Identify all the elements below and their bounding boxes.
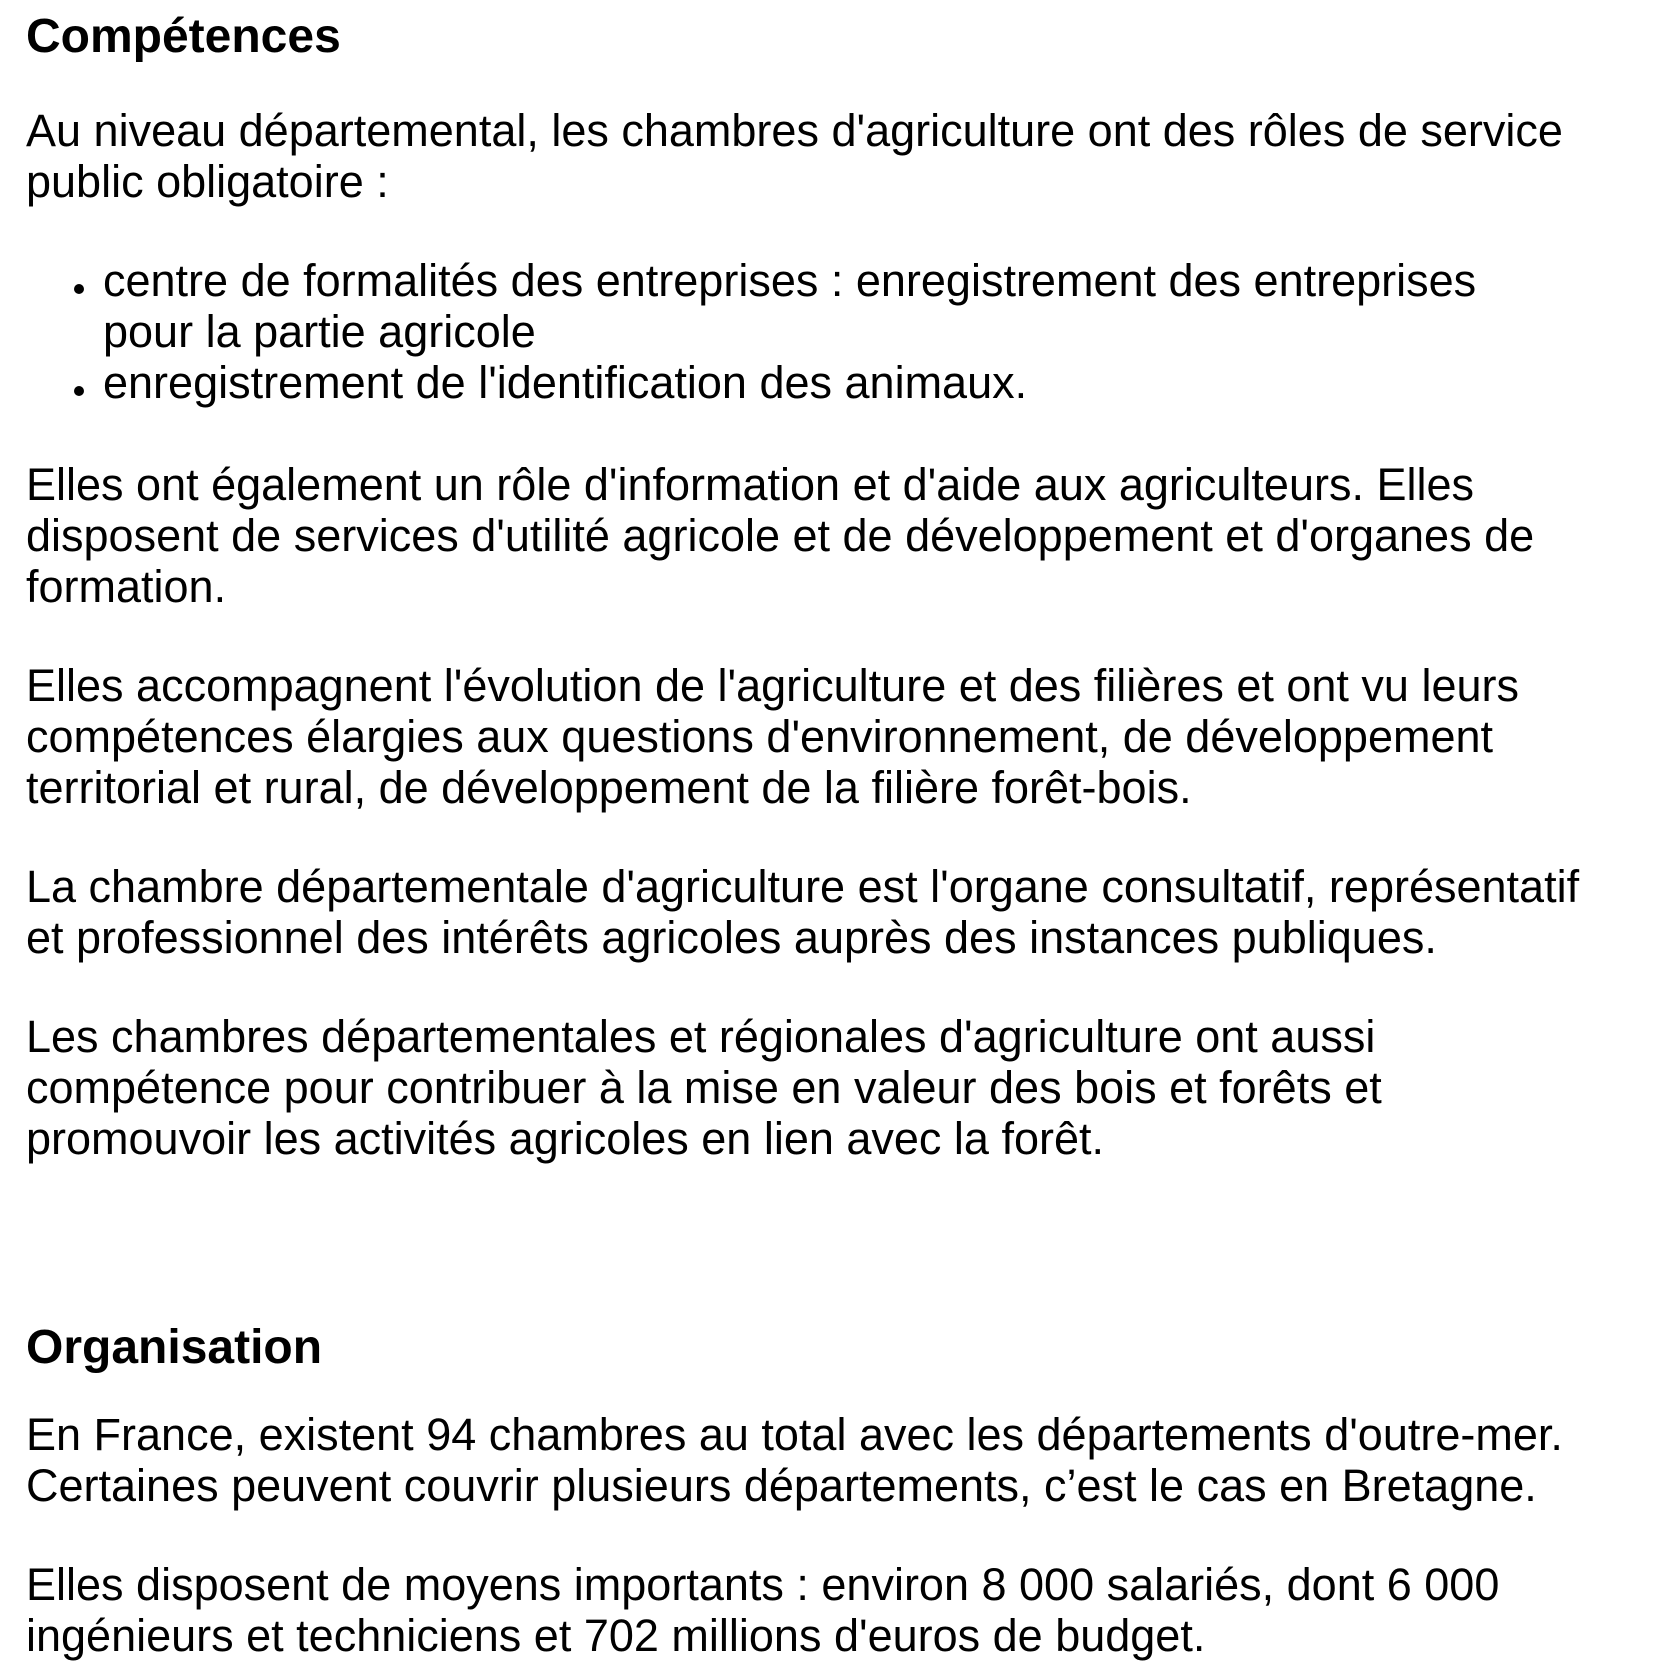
paragraph-line: compétence pour contribuer à la mise en valeur des bois et forêts et	[26, 1062, 1382, 1113]
paragraph-line: ingénieurs et techniciens et 702 millions d'euros de budget.	[26, 1610, 1206, 1661]
paragraph	[26, 861, 1637, 963]
paragraph-line: territorial et rural, de développement de la filière forêt-bois.	[26, 762, 1192, 813]
paragraph-line: et professionnel des intérêts agricoles auprès des instances publiques.	[26, 912, 1437, 963]
paragraph	[26, 1409, 1637, 1511]
paragraph-line: Elles disposent de moyens importants : environ 8 000 salariés, dont 6 000	[26, 1559, 1500, 1610]
paragraph	[26, 660, 1637, 813]
paragraph-line: Elles ont également un rôle d'information et d'aide aux agriculteurs. Elles	[26, 459, 1474, 510]
bullet-list	[26, 255, 1637, 408]
list-item	[26, 255, 1637, 357]
paragraph	[26, 459, 1637, 612]
paragraph-line: Les chambres départementales et régionales d'agriculture ont aussi	[26, 1011, 1376, 1062]
paragraph-line: La chambre départementale d'agriculture est l'organe consultatif, représentatif	[26, 861, 1580, 912]
paragraph-line: disposent de services d'utilité agricole et de développement et d'organes de	[26, 510, 1535, 561]
paragraph-line: formation.	[26, 561, 227, 612]
bullet-icon	[74, 284, 84, 294]
list-item-line: enregistrement de l'identification des animaux.	[103, 357, 1028, 408]
bullet-icon	[74, 386, 84, 396]
section-heading-organisation: Organisation	[26, 1321, 323, 1374]
paragraph-line: En France, existent 94 chambres au total avec les départements d'outre-mer.	[26, 1409, 1563, 1460]
section-heading-competences: Compétences	[26, 10, 341, 63]
paragraph	[26, 1559, 1637, 1661]
list-item-line: centre de formalités des entreprises : enregistrement des entreprises	[103, 255, 1477, 306]
paragraph-line: Au niveau départemental, les chambres d'agriculture ont des rôles de service	[26, 105, 1563, 156]
paragraph	[26, 1011, 1637, 1164]
paragraph-line: Elles accompagnent l'évolution de l'agriculture et des filières et ont vu leurs	[26, 660, 1519, 711]
paragraph-line: Certaines peuvent couvrir plusieurs départements, c’est le cas en Bretagne.	[26, 1460, 1537, 1511]
paragraph-line: promouvoir les activités agricoles en lien avec la forêt.	[26, 1113, 1105, 1164]
paragraph	[26, 105, 1637, 207]
paragraph-line: public obligatoire :	[26, 156, 389, 207]
list-item	[26, 357, 1637, 408]
list-item-line: pour la partie agricole	[103, 306, 536, 357]
paragraph-line: compétences élargies aux questions d'environnement, de développement	[26, 711, 1494, 762]
